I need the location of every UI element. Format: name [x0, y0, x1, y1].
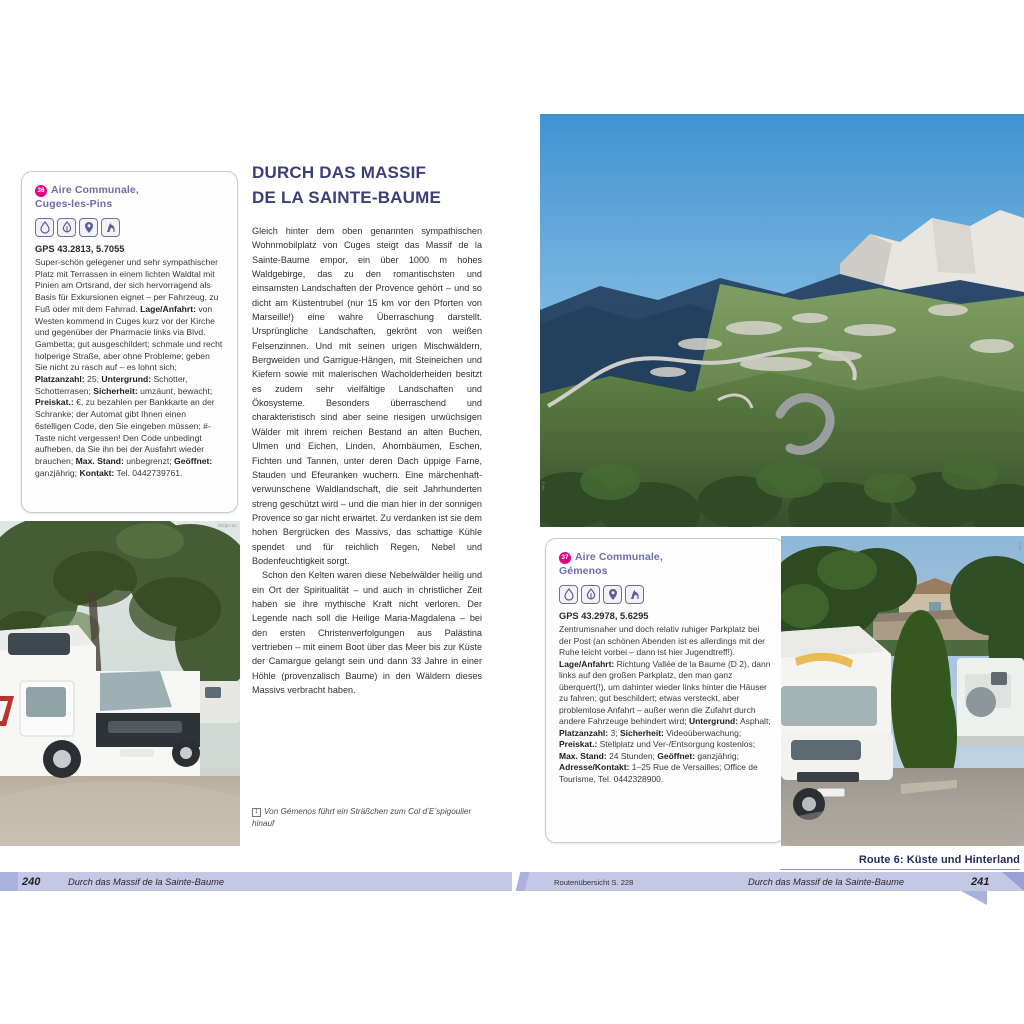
footer-center-note: Routenübersicht S. 228 — [554, 878, 634, 887]
waste-water-icon — [57, 218, 76, 237]
box-number-badge: 37 — [559, 552, 571, 564]
article-paragraph-2: Schon den Kelten waren diese Nebelwälder heilig und ein Ort der Spiritualität – und auch in christlicher Zeit haben sie ihre mythische Kraft nicht verloren. Der Legende nach soll die Heilige Maria-Magdalena – bei den ersten Christenverfolgungen aus Palästina vertrieben – mit einem Boot über das Meer bis zur Küste der Camargue gelangt sein und dann 33 Jahre in einer Höhle (provenzalisch Baume) in den Wäldern dieses Massivs verbracht haben. — [252, 570, 482, 695]
box-description-cuges: Super-schön gelegener und sehr sympathischer Platz mit Terrassen in einem lichten Waldtal mit Pinien am Ortsrand, der sich hervorragend als Basis für Exkursionen eignet – per Fahrzeug, zu Fuß oder mit dem Fahrrad. Lage/Anfahrt: von Westen kommend in Cuges kurz vor der Kirche und gegenüber der Pharmacie links via Blvd. Gambetta; gut ausgeschildert; schmale und recht holperige Straße, aber ohne Probleme; geben Sie nicht zu rasch auf – es lohnt sich; Platzanzahl: 25; Untergrund: Schotter, Schotterrasen; Sicherheit: umzäunt, bewacht; Preiskat.: €, zu bezahlen per Bankkarte an der Schranke; der Automat gibt Ihnen einen 6stelligen Code, den Sie eingeben müssen; #-Taste nicht vergessen! Den Code unbedingt aufheben, da Sie ihn bei der Ausfahrt wieder brauchen; Max. Stand: unbegrenzt; Geöffnet: ganzjährig; Kontakt: Tel. 0442739761. — [35, 257, 223, 478]
pictogram-row-gemenos — [559, 585, 771, 604]
box-title-gemenos — [559, 550, 771, 578]
caption-text: Von Gémenos führt ein Sträßchen zum Col dʼEʼspigoulier hinauf — [252, 807, 472, 828]
box-title-line1: Aire Communale, — [575, 551, 663, 563]
stellplatz-info-box-gemenos — [545, 538, 785, 843]
water-drop-icon — [35, 218, 54, 237]
article-heading — [252, 160, 484, 210]
box-title-line2: Cuges-les-Pins — [35, 198, 113, 210]
page-number-right: 241 — [971, 876, 990, 888]
photo-gemenos-parking — [781, 536, 1024, 846]
waste-water-icon — [581, 585, 600, 604]
running-head-route: Route 6: Küste und Hinterland — [858, 854, 1020, 866]
photo-credit-mountain: Foto — [541, 482, 546, 491]
location-pin-icon — [79, 218, 98, 237]
photo-caption-mountain — [252, 806, 482, 829]
box-description-gemenos: Zentrumsnaher und doch relativ ruhiger Parkplatz bei der Post (an schönen Abenden ist es allerdings mit der Ruhe leicht vorbei – dann ist hier Jugendtreff!). Lage/Anfahrt: Richtung Vallée de la Baume (D 2), dann links auf den großen Parkplatz, den man ganz überquert(!), um dahinter wieder links hinter die Häuser zu fahren; gut beschildert; etwas versteckt, aber problemlose Anfahrt – außer wenn die Zufahrt durch andere Fahrzeuge behindert wird; Untergrund: Asphalt; Platzanzahl: 3; Sicherheit: Videoüberwachung; Preiskat.: Stellplatz und Ver-/Entsorgung kostenlos; Max. Stand: 24 Stunden; Geöffnet: ganzjährig; Adresse/Kontakt: 1–25 Rue de Versailles; Office de Tourisme, Tel. 0442328900. — [559, 624, 771, 784]
box-number-badge: 36 — [35, 185, 47, 197]
dog-icon — [625, 585, 644, 604]
dog-icon — [101, 218, 120, 237]
caption-number-badge: 1 — [252, 808, 261, 817]
stellplatz-info-box-cuges — [21, 171, 238, 513]
article-body — [252, 224, 482, 697]
location-pin-icon — [603, 585, 622, 604]
pictogram-row-cuges — [35, 218, 224, 237]
footer-left-tab — [0, 872, 18, 891]
article-paragraph-1: Gleich hinter dem oben genannten sympathischen Wohnmobilplatz von Cuges steigt das Massif de la Sainte-Baume empor, ein über 1000 m hohes Waldgebirge, das zu den romantischsten und einsamsten Landschaften der Provence gehört – und so dicht am Küstentrubel (nur 15 km vor den Pforten von Marseille!) eine wahre Überraschung darstellt. Ursprüngliche Landschaften, gekrönt von weißen Felsenzinnen. Und mit seinen urigen Mischwäldern, Bergweiden und Garrigue-Hängen, mit Steineichen und Kiefern sowie mit malerischen Wacholderheiden besitzt es zudem sehr vielfältige Landschaften und Ökosysteme. Besonders überraschend und charakteristisch sind aber seine riesigen urwüchsigen Wälder mit ihrem reichen Bestand an alten Buchen, Ulmen und Eichen, Linden, Ahornbäumen, Eschen, Fichten und Tannen, unter deren Dach üppige Farne, Stauden und Efeuranken wuchern. Eine märchenhaft-verwunschene Waldlandschaft, die seit Jahrhunderten streng geschützt wird – und die man hier in der sonnigen Provence so gar nicht erwartet. Zu verdanken ist sie dem hohen Bergrücken des Massivs, das schattige Kühle spendet und für reichlich Regen, Nebel und Bodenfeuchtigkeit sorgt. — [252, 226, 482, 566]
gps-coordinates-cuges: GPS 43.2813, 5.7055 — [35, 244, 125, 254]
running-head-rule — [780, 869, 1020, 870]
box-title-line1: Aire Communale, — [51, 184, 139, 196]
photo-mountain-road — [540, 114, 1024, 527]
box-title-line2: Gémenos — [559, 565, 608, 577]
box-title-cuges — [35, 183, 224, 211]
footer-corner-accent-2 — [961, 891, 987, 905]
article-heading-line1: DURCH DAS MASSIF — [252, 163, 427, 182]
photo-credit-gemenos: Foto — [1018, 542, 1023, 551]
photo-campers-parking — [0, 521, 240, 846]
right-page — [512, 0, 1024, 1024]
article-heading-line2: DE LA SAINTE-BAUME — [252, 188, 442, 207]
gps-coordinates-gemenos: GPS 43.2978, 5.6295 — [559, 611, 649, 621]
footer-title-right: Durch das Massif de la Sainte-Baume — [748, 877, 905, 887]
footer-title-left: Durch das Massif de la Sainte-Baume — [68, 877, 225, 887]
footer-corner-accent — [1002, 872, 1024, 891]
water-drop-icon — [559, 585, 578, 604]
page-number-left: 240 — [22, 876, 41, 888]
photo-credit-campers: 342jpv.de — [217, 523, 237, 528]
